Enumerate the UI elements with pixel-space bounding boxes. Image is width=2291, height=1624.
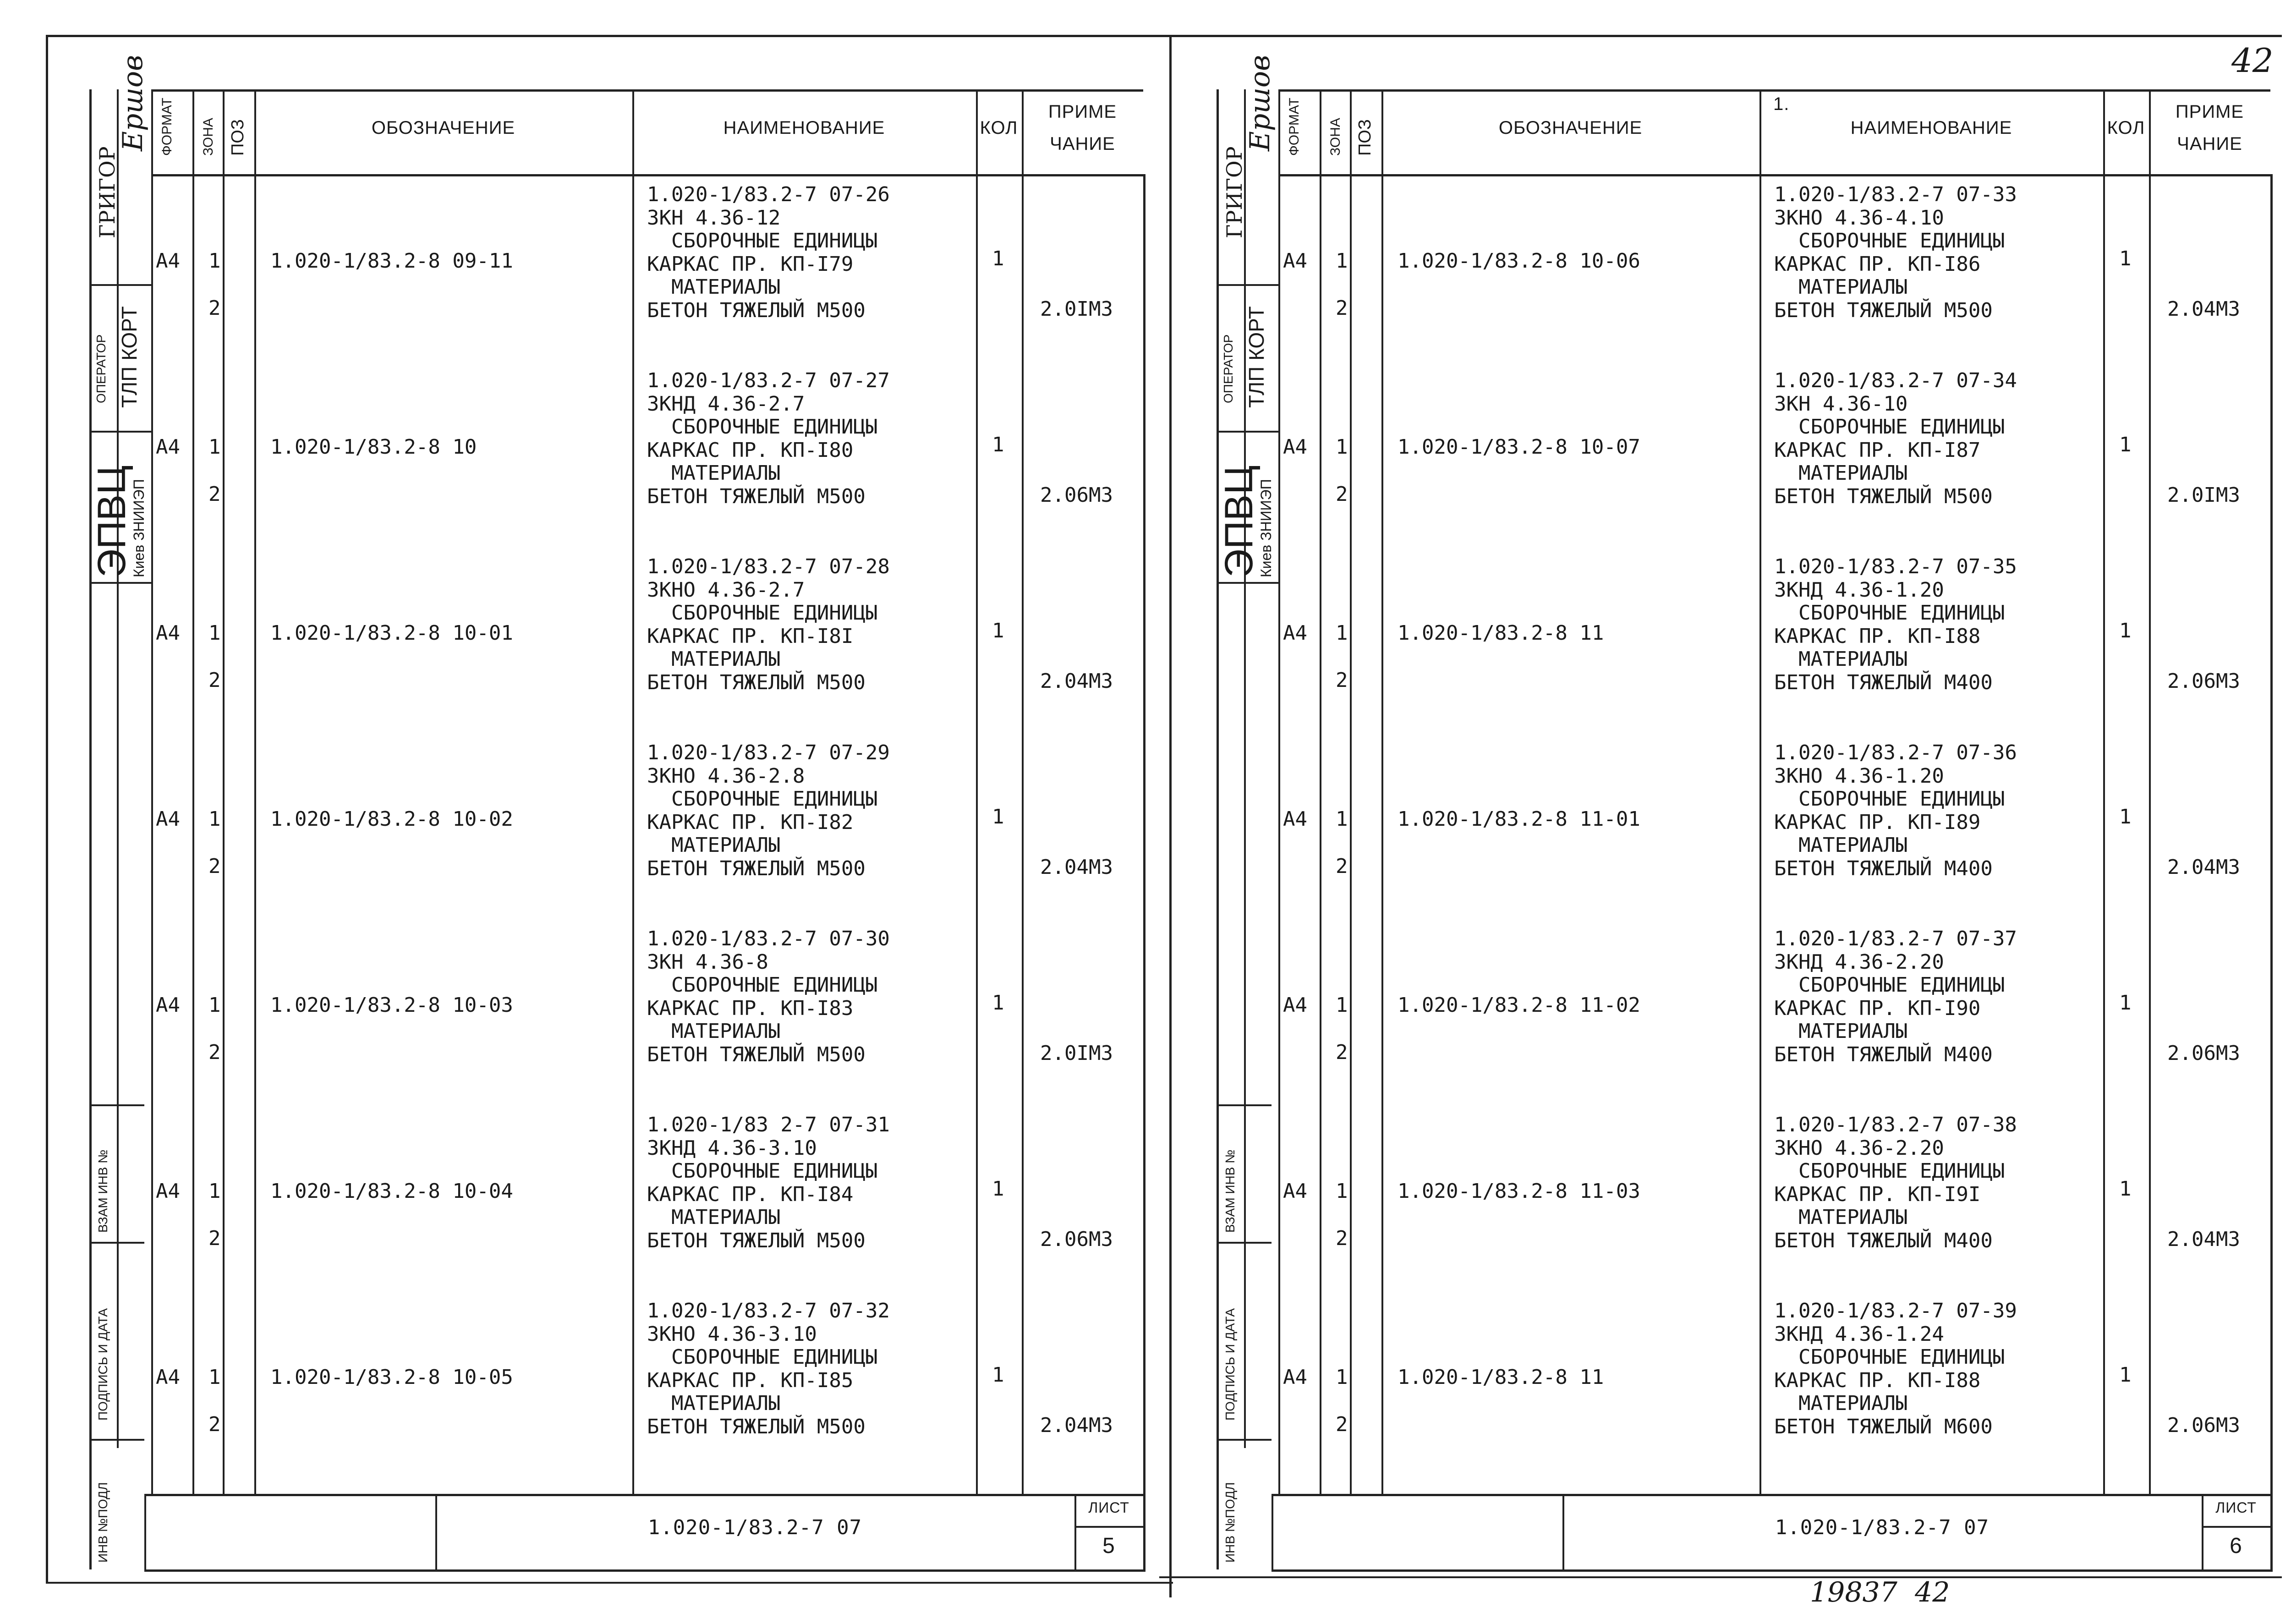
item-description-line: СБОРОЧНЫЕ ЕДИНИЦЫ (647, 415, 878, 439)
item-description-line: МАТЕРИАЛЫ (647, 275, 781, 299)
table-bottom-rule (144, 1494, 1143, 1496)
item-description-line: СБОРОЧНЫЕ ЕДИНИЦЫ (1774, 1159, 2005, 1183)
item-description-line: 3КН 4.36-8 (647, 950, 768, 974)
item-pos-1: 1 (1336, 621, 1348, 645)
item-description-line: СБОРОЧНЫЕ ЕДИНИЦЫ (1774, 415, 2005, 439)
item-qty: 1 (2119, 247, 2132, 270)
item-qty: 1 (992, 805, 1004, 828)
side-strip-rule-f (89, 1104, 144, 1106)
item-designation: 1.020-1/83.2-8 10-02 (270, 807, 513, 831)
item-pos-1: 1 (1336, 1180, 1348, 1203)
item-description-line: МАТЕРИАЛЫ (647, 1020, 781, 1043)
title-vertical-rule (1272, 1494, 1273, 1569)
item-description-line: БЕТОН ТЯЖЕЛЫЙ М600 (1774, 1415, 1993, 1438)
item-qty: 1 (2119, 619, 2132, 642)
item-description-line: СБОРОЧНЫЕ ЕДИНИЦЫ (647, 973, 878, 997)
item-pos-1: 1 (1336, 993, 1348, 1017)
header-bottom-rule (1278, 174, 2270, 176)
side-grigor: ГРИГОР (95, 146, 120, 238)
header-zone: ЗОНА (201, 118, 216, 156)
item-designation: 1.020-1/83.2-8 11 (1398, 621, 1604, 645)
side-strip-rule-d (1217, 431, 1278, 433)
item-designation: 1.020-1/83.2-8 11-03 (1398, 1180, 1640, 1203)
doc-code: 1.020-1/83.2-7 07 (647, 1516, 862, 1539)
side-strip-rule-g (1217, 1242, 1272, 1244)
header-note-1: ПРИМЕ (1048, 102, 1117, 122)
side-strip-rule-e (1217, 582, 1278, 584)
table-bottom-rule (1272, 1494, 2270, 1496)
item-description-line: 1.020-1/83.2-7 07-34 (1774, 369, 2017, 392)
item-description-line: 3КНО 4.36-2.7 (647, 578, 805, 602)
item-description-line: 1.020-1/83.2-7 07-38 (1774, 1113, 2017, 1136)
side-inv: ИНВ №ПОДЛ (96, 1482, 110, 1563)
item-description-line: БЕТОН ТЯЖЕЛЫЙ М500 (647, 298, 866, 322)
item-description-line: БЕТОН ТЯЖЕЛЫЙ М500 (647, 670, 866, 694)
side-operator: ОПЕРАТОР (94, 334, 108, 403)
item-description-line: СБОРОЧНЫЕ ЕДИНИЦЫ (1774, 1345, 2005, 1369)
item-description-line: 1.020-1/83.2-7 07-37 (1774, 927, 2017, 950)
item-description-line: БЕТОН ТЯЖЕЛЫЙ М500 (647, 1415, 866, 1438)
header-pos: ПОЗ (1355, 119, 1375, 156)
item-pos-2: 2 (1336, 483, 1348, 506)
item-description-line: КАРКАС ПР. КП-I9I (1774, 1182, 1981, 1206)
side-operator: ОПЕРАТОР (1221, 334, 1235, 403)
item-qty: 1 (2119, 991, 2132, 1015)
item-pos-2: 2 (1336, 1413, 1348, 1436)
item-description-line: КАРКАС ПР. КП-I89 (1774, 810, 1981, 834)
item-description-line: КАРКАС ПР. КП-I79 (647, 252, 854, 276)
item-note: 2.04М3 (2167, 297, 2240, 321)
item-description-line: БЕТОН ТЯЖЕЛЫЙ М400 (1774, 1042, 1993, 1066)
item-description-line: 1.020-1/83.2-7 07-30 (647, 927, 890, 950)
side-strip-rule-d (89, 431, 151, 433)
item-description-line: МАТЕРИАЛЫ (647, 647, 781, 671)
sheet-label: ЛИСТ (2215, 1499, 2257, 1516)
item-pos-2: 2 (1336, 1041, 1348, 1064)
item-pos-1: 1 (208, 249, 221, 273)
item-description-line: БЕТОН ТЯЖЕЛЫЙ М500 (1774, 484, 1993, 508)
item-pos-1: 1 (208, 1180, 221, 1203)
item-pos-2: 2 (1336, 669, 1348, 692)
item-pos-1: 1 (208, 435, 221, 459)
item-pos-1: 1 (1336, 435, 1348, 459)
item-description-line: БЕТОН ТЯЖЕЛЫЙ М400 (1774, 1229, 1993, 1252)
item-note: 2.0IМ3 (1040, 1042, 1113, 1065)
item-description-line: 3КНО 4.36-2.8 (647, 764, 805, 788)
frame-left (89, 89, 92, 1569)
item-description-line: 1.020-1/83.2-7 07-39 (1774, 1299, 2017, 1322)
sheet-number: 6 (2230, 1534, 2242, 1558)
side-strip-rule-g (89, 1242, 144, 1244)
item-description-line: МАТЕРИАЛЫ (647, 834, 781, 857)
item-pos-2: 2 (1336, 296, 1348, 320)
item-pos-2: 2 (208, 1413, 221, 1436)
side-podp: ПОДПИСЬ И ДАТА (1223, 1308, 1237, 1421)
item-note: 2.06М3 (1040, 1228, 1113, 1251)
side-strip-rule-f (1217, 1104, 1272, 1106)
item-description-line: МАТЕРИАЛЫ (647, 1206, 781, 1229)
item-description-line: 1.020-1/83.2-7 07-28 (647, 555, 890, 578)
frame-bottom (144, 1569, 1143, 1572)
item-note: 2.04М3 (1040, 669, 1113, 693)
item-format: A4 (1283, 249, 1307, 273)
item-description-line: МАТЕРИАЛЫ (1774, 1392, 1908, 1415)
item-note: 2.06М3 (2167, 669, 2240, 693)
item-qty: 1 (992, 1363, 1004, 1387)
side-strip-rule-h (89, 1439, 144, 1441)
item-description-line: 1.020-1/83.2-7 07-36 (1774, 741, 2017, 764)
item-description-line: СБОРОЧНЫЕ ЕДИНИЦЫ (647, 1345, 878, 1369)
item-pos-2: 2 (208, 1227, 221, 1250)
side-podp: ПОДПИСЬ И ДАТА (96, 1308, 110, 1421)
frame-left (1217, 89, 1219, 1569)
item-description-line: МАТЕРИАЛЫ (1774, 1206, 1908, 1229)
header-designation: ОБОЗНАЧЕНИЕ (371, 118, 515, 138)
item-description-line: КАРКАС ПР. КП-I85 (647, 1368, 854, 1392)
page-number: 42 (2231, 41, 2274, 80)
header-zone: ЗОНА (1328, 118, 1343, 156)
item-format: A4 (1283, 807, 1307, 831)
side-strip-rule-a (117, 89, 119, 1448)
item-pos-2: 2 (208, 296, 221, 320)
item-description-line: БЕТОН ТЯЖЕЛЫЙ М500 (1774, 298, 1993, 322)
item-qty: 1 (992, 1177, 1004, 1201)
item-description-line: БЕТОН ТЯЖЕЛЫЙ М400 (1774, 670, 1993, 694)
doc-code: 1.020-1/83.2-7 07 (1775, 1516, 1990, 1539)
item-description-line: 1.020-1/83.2-7 07-26 (647, 183, 890, 206)
item-format: A4 (1283, 1366, 1307, 1389)
side-vzam: ВЗАМ ИНВ № (96, 1149, 110, 1233)
header-name: НАИМЕНОВАНИЕ (1850, 118, 2012, 138)
side-grigor: ГРИГОР (1222, 146, 1247, 238)
item-pos-2: 2 (208, 1041, 221, 1064)
side-strip-rule-h (1217, 1439, 1272, 1441)
title-rule-sheet-h (2202, 1526, 2270, 1528)
side-strip-rule-e (89, 582, 151, 584)
item-note: 2.04М3 (2167, 1228, 2240, 1251)
item-format: A4 (156, 435, 180, 459)
item-description-line: 3КН 4.36-12 (647, 206, 781, 230)
item-description-line: СБОРОЧНЫЕ ЕДИНИЦЫ (1774, 787, 2005, 811)
side-tlp-kort: ТЛП КОРТ (117, 306, 141, 408)
item-description-line: 3КНД 4.36-3.10 (647, 1136, 817, 1160)
item-description-line: 3КНО 4.36-4.10 (1774, 206, 1944, 230)
frame-top (1278, 89, 2270, 92)
header-note-2: ЧАНИЕ (1050, 134, 1115, 154)
item-pos-2: 2 (208, 669, 221, 692)
item-format: A4 (1283, 993, 1307, 1017)
item-description-line: КАРКАС ПР. КП-I84 (647, 1182, 854, 1206)
item-description-line: КАРКАС ПР. КП-I80 (647, 438, 854, 462)
header-format: ФОРМАТ (1287, 98, 1302, 156)
item-note: 2.06М3 (2167, 1414, 2240, 1437)
item-pos-1: 1 (1336, 1366, 1348, 1389)
item-designation: 1.020-1/83.2-8 09-11 (270, 249, 513, 273)
item-qty: 1 (2119, 805, 2132, 828)
header-note-1: ПРИМЕ (2175, 102, 2244, 122)
item-format: A4 (1283, 1180, 1307, 1203)
item-pos-1: 1 (1336, 807, 1348, 831)
item-description-line: СБОРОЧНЫЕ ЕДИНИЦЫ (647, 1159, 878, 1183)
item-note: 2.06М3 (2167, 1042, 2240, 1065)
item-pos-1: 1 (208, 621, 221, 645)
side-vzam: ВЗАМ ИНВ № (1223, 1149, 1237, 1233)
item-description-line: МАТЕРИАЛЫ (1774, 461, 1908, 485)
item-description-line: МАТЕРИАЛЫ (647, 1392, 781, 1415)
item-format: A4 (1283, 621, 1307, 645)
item-qty: 1 (2119, 1363, 2132, 1387)
item-description-line: БЕТОН ТЯЖЕЛЫЙ М500 (647, 1229, 866, 1252)
item-description-line: 1.020-1/83.2-7 07-29 (647, 741, 890, 764)
item-description-line: КАРКАС ПР. КП-I86 (1774, 252, 1981, 276)
item-description-line: 1.020-1/83 2-7 07-31 (647, 1113, 890, 1136)
item-description-line: СБОРОЧНЫЕ ЕДИНИЦЫ (647, 787, 878, 811)
side-epvc: ЭПВЦ (90, 465, 134, 577)
item-format: A4 (1283, 435, 1307, 459)
sheet-label: ЛИСТ (1088, 1499, 1129, 1516)
side-strip-rule-c (89, 284, 151, 286)
item-format: A4 (156, 1180, 180, 1203)
header-format: ФОРМАТ (159, 98, 175, 156)
item-note: 2.0IМ3 (1040, 297, 1113, 321)
header-qty: КОЛ (980, 118, 1018, 138)
item-description-line: КАРКАС ПР. КП-I90 (1774, 996, 1981, 1020)
item-designation: 1.020-1/83.2-8 10-06 (1398, 249, 1640, 273)
item-pos-1: 1 (208, 807, 221, 831)
item-description-line: СБОРОЧНЫЕ ЕДИНИЦЫ (647, 601, 878, 625)
item-description-line: МАТЕРИАЛЫ (1774, 1020, 1908, 1043)
item-description-line: КАРКАС ПР. КП-I88 (1774, 1368, 1981, 1392)
item-note: 2.04М3 (1040, 856, 1113, 879)
item-description-line: МАТЕРИАЛЫ (1774, 647, 1908, 671)
item-description-line: 3КНО 4.36-1.20 (1774, 764, 1944, 788)
item-designation: 1.020-1/83.2-8 10 (270, 435, 477, 459)
item-pos-1: 1 (208, 993, 221, 1017)
item-designation: 1.020-1/83.2-8 10-05 (270, 1366, 513, 1389)
item-qty: 1 (992, 433, 1004, 456)
item-designation: 1.020-1/83.2-8 10-04 (270, 1180, 513, 1203)
item-pos-1: 1 (208, 1366, 221, 1389)
item-qty: 1 (992, 247, 1004, 270)
side-strip-rule-a (1244, 89, 1246, 1448)
item-description-line: БЕТОН ТЯЖЕЛЫЙ М400 (1774, 856, 1993, 880)
item-qty: 1 (992, 991, 1004, 1015)
item-format: A4 (156, 621, 180, 645)
item-qty: 1 (2119, 433, 2132, 456)
item-description-line: 3КНО 4.36-3.10 (647, 1322, 817, 1346)
item-description-line: 1.020-1/83.2-7 07-27 (647, 369, 890, 392)
sheet-right (1127, 0, 2291, 1624)
item-designation: 1.020-1/83.2-8 11-02 (1398, 993, 1640, 1017)
item-description-line: 3КНО 4.36-2.20 (1774, 1136, 1944, 1160)
item-description-line: 3КНД 4.36-1.24 (1774, 1322, 1944, 1346)
item-description-line: КАРКАС ПР. КП-I88 (1774, 624, 1981, 648)
item-designation: 1.020-1/83.2-8 11-01 (1398, 807, 1640, 831)
header-name: НАИМЕНОВАНИЕ (723, 118, 885, 138)
frame-top (151, 89, 1143, 92)
item-pos-2: 2 (208, 483, 221, 506)
item-designation: 1.020-1/83.2-8 10-03 (270, 993, 513, 1017)
header-designation: ОБОЗНАЧЕНИЕ (1498, 118, 1643, 138)
item-note: 2.06М3 (1040, 483, 1113, 507)
item-description-line: 1.020-1/83.2-7 07-35 (1774, 555, 2017, 578)
sheet-number: 5 (1102, 1534, 1115, 1558)
item-pos-2: 2 (1336, 855, 1348, 878)
item-format: A4 (156, 807, 180, 831)
frame-right (2270, 174, 2273, 1572)
header-bottom-rule (151, 174, 1143, 176)
item-qty: 1 (992, 619, 1004, 642)
item-format: A4 (156, 249, 180, 273)
side-strip-rule-c (1217, 284, 1278, 286)
item-description-line: МАТЕРИАЛЫ (1774, 275, 1908, 299)
frame-bottom (1272, 1569, 2270, 1572)
item-description-line: 1.020-1/83.2-7 07-32 (647, 1299, 890, 1322)
item-designation: 1.020-1/83.2-8 10-01 (270, 621, 513, 645)
item-description-line: 3КН 4.36-10 (1774, 392, 1908, 416)
side-signature: Ершов (1244, 55, 1276, 151)
header-qty: КОЛ (2107, 118, 2145, 138)
item-format: A4 (156, 1366, 180, 1389)
item-description-line: МАТЕРИАЛЫ (1774, 834, 1908, 857)
item-pos-2: 2 (208, 855, 221, 878)
side-kiev: Киев ЗНИИЭП (1258, 479, 1274, 577)
item-pos-2: 2 (1336, 1227, 1348, 1250)
header-pos: ПОЗ (228, 119, 247, 156)
title-vertical-rule (144, 1494, 146, 1569)
item-description-line: 3КНД 4.36-1.20 (1774, 578, 1944, 602)
item-description-line: 1.020-1/83.2-7 07-33 (1774, 183, 2017, 206)
item-description-line: СБОРОЧНЫЕ ЕДИНИЦЫ (647, 229, 878, 252)
item-note: 2.0IМ3 (2167, 483, 2240, 507)
item-description-line: СБОРОЧНЫЕ ЕДИНИЦЫ (1774, 973, 2005, 997)
item-description-line: КАРКАС ПР. КП-I8I (647, 624, 854, 648)
item-description-line: БЕТОН ТЯЖЕЛЫЙ М500 (647, 1042, 866, 1066)
item-note: 2.04М3 (2167, 856, 2240, 879)
item-format: A4 (156, 993, 180, 1017)
item-description-line: БЕТОН ТЯЖЕЛЫЙ М500 (647, 856, 866, 880)
header-name-mark: 1. (1773, 94, 1790, 114)
item-description-line: БЕТОН ТЯЖЕЛЫЙ М500 (647, 484, 866, 508)
item-pos-1: 1 (1336, 249, 1348, 273)
header-note-2: ЧАНИЕ (2177, 134, 2242, 154)
item-description-line: МАТЕРИАЛЫ (647, 461, 781, 485)
item-description-line: СБОРОЧНЫЕ ЕДИНИЦЫ (1774, 229, 2005, 252)
side-inv: ИНВ №ПОДЛ (1223, 1482, 1237, 1563)
item-description-line: КАРКАС ПР. КП-I87 (1774, 438, 1981, 462)
side-epvc: ЭПВЦ (1217, 465, 1261, 577)
bottom-note: 19837 42 (1810, 1576, 1950, 1608)
side-tlp-kort: ТЛП КОРТ (1244, 306, 1268, 408)
item-description-line: 3КНД 4.36-2.20 (1774, 950, 1944, 974)
item-description-line: 3КНД 4.36-2.7 (647, 392, 805, 416)
item-description-line: КАРКАС ПР. КП-I83 (647, 996, 854, 1020)
item-designation: 1.020-1/83.2-8 10-07 (1398, 435, 1640, 459)
item-designation: 1.020-1/83.2-8 11 (1398, 1366, 1604, 1389)
item-description-line: КАРКАС ПР. КП-I82 (647, 810, 854, 834)
item-description-line: СБОРОЧНЫЕ ЕДИНИЦЫ (1774, 601, 2005, 625)
item-note: 2.04М3 (1040, 1414, 1113, 1437)
side-signature: Ершов (117, 55, 149, 151)
side-kiev: Киев ЗНИИЭП (131, 479, 147, 577)
item-qty: 1 (2119, 1177, 2132, 1201)
